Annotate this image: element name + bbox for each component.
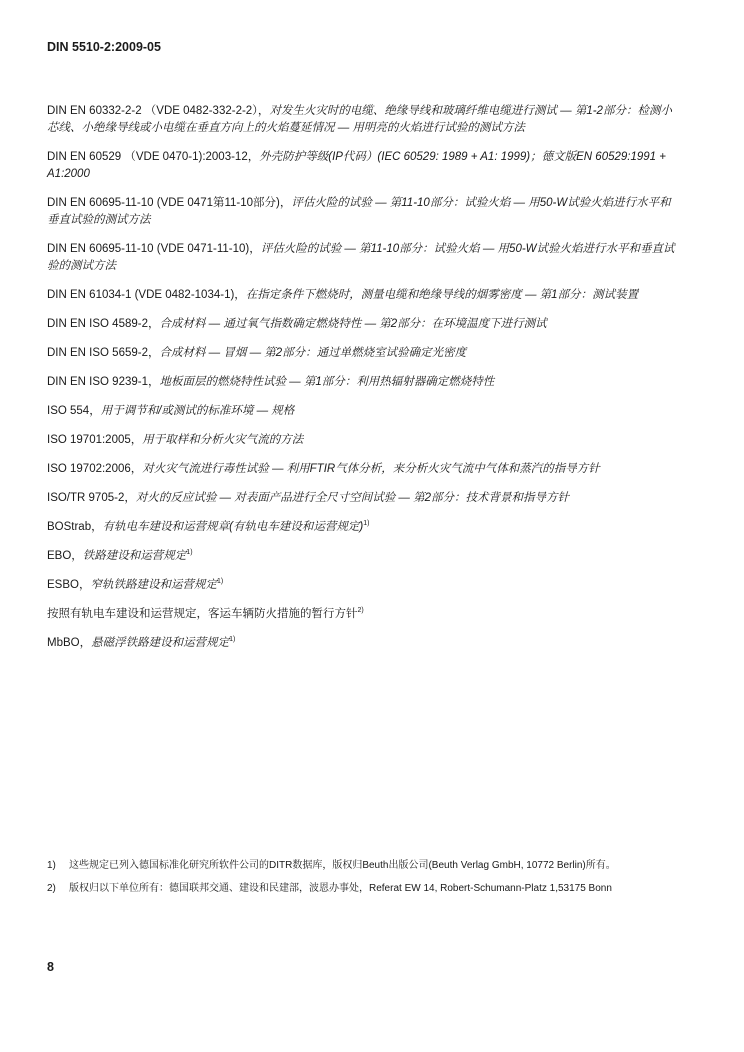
normative-references-list xyxy=(47,103,677,664)
reference-item xyxy=(47,548,677,565)
reference-code: DIN EN ISO 9239-1， xyxy=(47,376,160,388)
reference-item xyxy=(47,374,677,391)
reference-code: DIN EN 61034-1 (VDE 0482-1034-1)， xyxy=(47,289,246,301)
footnote-marker: 1) xyxy=(229,636,236,643)
reference-item xyxy=(47,403,677,420)
reference-title: 铁路建设和运营规定 xyxy=(82,550,187,562)
footnote-marker: 1) xyxy=(363,520,370,527)
reference-code: DIN EN 60332-2-2 （VDE 0482-332-2-2）， xyxy=(47,105,270,117)
reference-title: 外壳防护等级(IP代码）(IEC 60529: 1989 + A1: 1999)；德文版EN 60529:1991 + A1:2000 xyxy=(47,151,666,180)
reference-code: ISO 554， xyxy=(47,405,101,417)
page-number: 8 xyxy=(47,960,54,974)
footnote-marker: 1) xyxy=(186,549,193,556)
reference-title: 用于取样和分析火灾气流的方法 xyxy=(142,434,304,446)
reference-code: EBO， xyxy=(47,550,83,562)
footnote-marker: 1) xyxy=(216,578,224,585)
reference-item xyxy=(47,345,677,362)
reference-code: ESBO， xyxy=(47,579,91,591)
reference-code: DIN EN 60529 （VDE 0470-1):2003-12， xyxy=(47,151,260,163)
reference-item xyxy=(47,606,677,623)
footnote-item xyxy=(47,883,672,896)
footnote-text: 版权归以下单位所有：德国联邦交通、建设和民建部，波恩办事处，Referat EW 14, Robert-Schumann-Platz 1,53175 Bonn xyxy=(69,882,612,894)
reference-title: 合成材料 — 冒烟 — 第2部分：通过单燃烧室试验确定光密度 xyxy=(159,347,467,359)
reference-title: 对火的反应试验 — 对表面产品进行全尺寸空间试验 — 第2部分：技术背景和指导方针 xyxy=(135,492,570,504)
reference-title: 合成材料 — 通过氧气指数确定燃烧特性 — 第2部分：在环境温度下进行测试 xyxy=(159,318,547,330)
reference-title: 窄轨铁路建设和运营规定 xyxy=(90,579,217,591)
reference-title: 在指定条件下燃烧时，测量电缆和绝缘导线的烟雾密度 — 第1部分：测试装置 xyxy=(245,289,639,301)
reference-code: ISO 19701:2005， xyxy=(47,434,143,446)
reference-code: ISO/TR 9705-2， xyxy=(47,492,136,504)
reference-item xyxy=(47,316,677,333)
reference-code: DIN EN ISO 4589-2， xyxy=(47,318,160,330)
reference-item xyxy=(47,287,677,304)
footnote-text: 这些规定已列入德国标准化研究所软件公司的DITR数据库，版权归Beuth出版公司(Beuth Verlag GmbH, 10772 Berlin)所有。 xyxy=(69,860,616,871)
reference-item xyxy=(47,149,677,183)
footnotes xyxy=(47,860,672,905)
document-header: DIN 5510-2:2009-05 xyxy=(47,40,161,54)
reference-title: 评估火险的试验 — 第11-10部分：试验火焰 — 用50-W试验火焰进行水平和垂直试验的测试方法 xyxy=(47,197,671,226)
reference-title: 用于调节和/或测试的标准环境 — 规格 xyxy=(100,405,295,417)
reference-title: 评估火险的试验 — 第11-10部分：试验火焰 — 用50-W试验火焰进行水平和垂直试验的测试方法 xyxy=(47,243,675,272)
reference-item xyxy=(47,432,677,449)
reference-code: DIN EN 60695-11-10 (VDE 0471-11-10)， xyxy=(47,243,261,255)
reference-item xyxy=(47,490,677,507)
reference-item xyxy=(47,241,677,275)
footnote-number: 2) xyxy=(47,882,56,894)
reference-title: 有轨电车建设和运营规章(有轨电车建设和运营规定) xyxy=(102,521,364,533)
reference-title: 对火灾气流进行毒性试验 — 利用FTIR气体分析，来分析火灾气流中气体和蒸汽的指导方针 xyxy=(142,463,600,475)
reference-item xyxy=(47,461,677,478)
reference-code: MbBO， xyxy=(47,637,92,649)
reference-item xyxy=(47,635,677,652)
reference-item xyxy=(47,195,677,229)
reference-title: 悬磁浮铁路建设和运营规定 xyxy=(91,637,230,649)
reference-item xyxy=(47,519,677,536)
reference-title: 对发生火灾时的电缆、绝缘导线和玻璃纤维电缆进行测试 — 第1-2部分：检测小芯线、小绝缘导线或小电缆在垂直方向上的火焰蔓延情况 — 用明亮的火焰进行试验的测试方法 xyxy=(47,105,672,134)
footnote-marker: 2) xyxy=(357,607,364,614)
footnote-number: 1) xyxy=(47,860,56,871)
reference-item xyxy=(47,577,677,594)
reference-code: 按照有轨电车建设和运营规定，客运车辆防火措施的暂行方针 xyxy=(47,608,358,620)
reference-item xyxy=(47,103,677,137)
reference-code: ISO 19702:2006， xyxy=(47,463,143,475)
reference-title: 地板面层的燃烧特性试验 — 第1部分：利用热辐射器确定燃烧特性 xyxy=(159,376,495,388)
reference-code: DIN EN ISO 5659-2， xyxy=(47,347,160,359)
reference-code: BOStrab， xyxy=(47,521,103,533)
reference-code: DIN EN 60695-11-10 (VDE 0471第11-10部分)， xyxy=(47,197,292,209)
footnote-item xyxy=(47,860,672,873)
